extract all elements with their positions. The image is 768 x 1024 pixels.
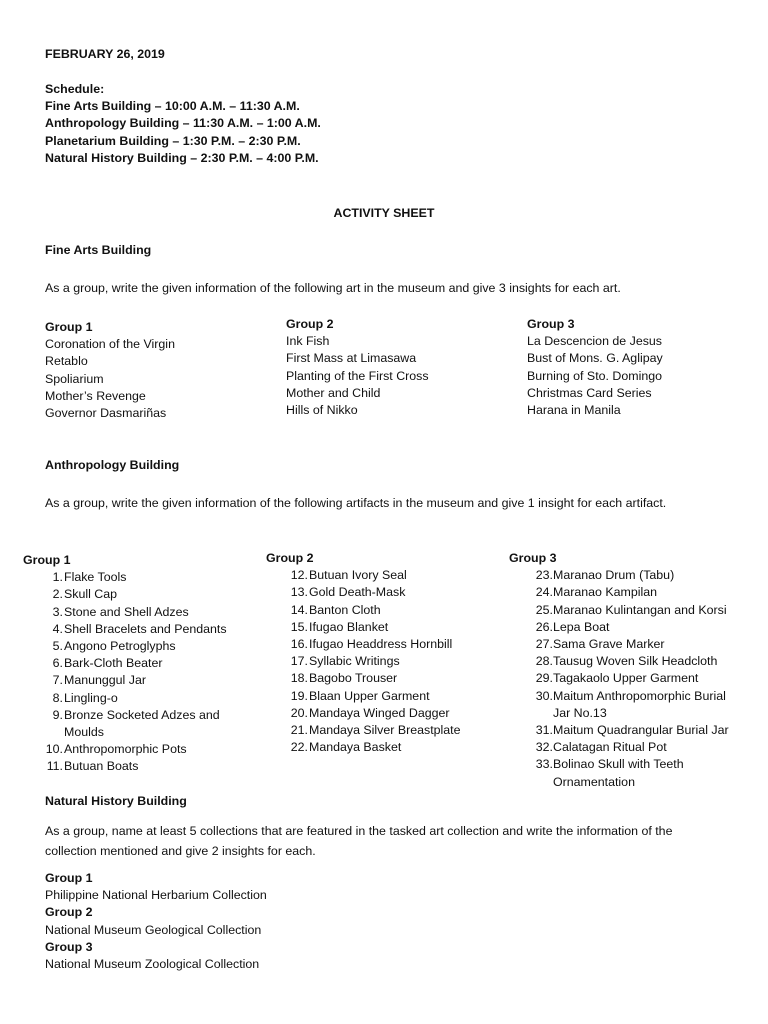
art-item: Planting of the First Cross — [286, 368, 429, 383]
fine-arts-instruction: As a group, write the given information of the following art in the museum and give 3 insights for each art. — [45, 281, 621, 295]
collection-name: Philippine National Herbarium Collection — [45, 888, 267, 903]
list-item: 13. Gold Death-Mask — [290, 585, 406, 600]
natural-history-heading: Natural History Building — [45, 794, 187, 808]
anthropology-group-1 — [23, 552, 248, 776]
fine-arts-heading: Fine Arts Building — [45, 243, 152, 257]
schedule-item: Natural History Building – 2:30 P.M. – 4:00 P.M. — [45, 150, 319, 165]
list-item: 27. Sama Grave Marker — [535, 637, 665, 652]
list-item: 23. Maranao Drum (Tabu) — [535, 568, 675, 583]
list-item: 1. Flake Tools — [52, 570, 127, 585]
list-item: 6. Bark-Cloth Beater — [52, 656, 163, 671]
anthropology-instruction: As a group, write the given information of the following artifacts in the museum and give 1 insight for each artifact. — [45, 496, 667, 510]
list-item: 31. Maitum Quadrangular Burial Jar — [535, 723, 729, 738]
art-item: Coronation of the Virgin — [45, 337, 175, 352]
list-item: 32. Calatagan Ritual Pot — [535, 740, 667, 755]
list-item: 9. Bronze Socketed Adzes and Moulds — [52, 707, 220, 740]
list-item: 12. Butuan Ivory Seal — [290, 568, 407, 583]
list-item: 10. Anthropomorphic Pots — [45, 742, 187, 757]
schedule-item: Fine Arts Building – 10:00 A.M. – 11:30 A.M. — [45, 99, 300, 114]
list-item: 4. Shell Bracelets and Pendants — [52, 621, 227, 636]
list-item: 25. Maranao Kulintangan and Korsi — [535, 602, 727, 617]
group-label: Group 2 — [286, 317, 334, 331]
list-item: 7. Manunggul Jar — [52, 673, 146, 688]
document-date: FEBRUARY 26, 2019 — [45, 47, 165, 61]
art-item: Governor Dasmariñas — [45, 406, 167, 421]
anthropology-group-3 — [509, 550, 759, 791]
fine-arts-group-3 — [527, 316, 663, 419]
list-item: 18. Bagobo Trouser — [290, 671, 398, 686]
art-item: Ink Fish — [286, 334, 330, 349]
art-item: Mother’s Revenge — [45, 388, 146, 403]
group-label: Group 1 — [45, 871, 93, 885]
list-item: 29. Tagakaolo Upper Garment — [535, 671, 699, 686]
list-item: 28. Tausug Woven Silk Headcloth — [535, 654, 718, 669]
natural-history-groups — [45, 870, 267, 973]
list-item: 26. Lepa Boat — [535, 619, 610, 634]
list-item: 11. Butuan Boats — [46, 759, 139, 774]
list-item: 19. Blaan Upper Garment — [290, 688, 430, 703]
list-item: 16. Ifugao Headdress Hornbill — [290, 637, 453, 652]
list-item: 20. Mandaya Winged Dagger — [290, 705, 450, 720]
schedule-item: Anthropology Building – 11:30 A.M. – 1:00 A.M. — [45, 116, 321, 131]
list-item: 30. Maitum Anthropomorphic Burial Jar No.13 — [535, 688, 726, 720]
schedule-item: Planetarium Building – 1:30 P.M. – 2:30 P.M. — [45, 133, 301, 148]
artifact-list — [285, 567, 501, 756]
group-label: Group 1 — [45, 320, 93, 334]
art-item: Retablo — [45, 354, 88, 369]
list-item: 24. Maranao Kampilan — [535, 585, 658, 600]
art-item: Burning of Sto. Domingo — [527, 368, 662, 383]
artifact-list — [529, 567, 759, 791]
art-item: Spoliarium — [45, 371, 104, 386]
group-label: Group 3 — [45, 939, 93, 954]
schedule — [45, 81, 321, 167]
collection-name: National Museum Geological Collection — [45, 922, 262, 937]
anthropology-group-2 — [266, 550, 501, 756]
group-label: Group 3 — [509, 551, 557, 565]
list-item: 2. Skull Cap — [52, 587, 118, 602]
group-label: Group 2 — [266, 551, 314, 565]
artifact-list — [41, 569, 248, 775]
natural-history-instruction: As a group, name at least 5 collections that are featured in the tasked art collection and write the information of the collection mentioned and give 2 insights for each. — [45, 824, 673, 858]
activity-sheet-title: ACTIVITY SHEET — [333, 206, 435, 220]
fine-arts-group-2 — [286, 316, 429, 419]
fine-arts-group-1 — [45, 319, 175, 422]
list-item: 8. Lingling-o — [52, 690, 118, 705]
list-item: 14. Banton Cloth — [290, 602, 381, 617]
list-item: 3. Stone and Shell Adzes — [52, 604, 189, 619]
art-item: Hills of Nikko — [286, 403, 358, 418]
group-label: Group 2 — [45, 905, 93, 920]
collection-name: National Museum Zoological Collection — [45, 957, 260, 972]
list-item: 15. Ifugao Blanket — [290, 619, 389, 634]
anthropology-heading: Anthropology Building — [45, 458, 180, 472]
art-item: Mother and Child — [286, 385, 381, 400]
list-item: 22. Mandaya Basket — [290, 740, 402, 755]
art-item: Harana in Manila — [527, 403, 621, 418]
list-item: 17. Syllabic Writings — [290, 654, 400, 669]
group-label: Group 3 — [527, 317, 575, 331]
schedule-heading: Schedule: — [45, 82, 105, 96]
list-item: 5. Angono Petroglyphs — [52, 639, 176, 654]
art-item: Christmas Card Series — [527, 385, 652, 400]
group-label: Group 1 — [23, 553, 71, 567]
list-item: 33. Bolinao Skull with Teeth Ornamentation — [535, 757, 684, 789]
art-item: La Descencion de Jesus — [527, 334, 663, 349]
art-item: Bust of Mons. G. Aglipay — [527, 351, 663, 366]
art-item: First Mass at Limasawa — [286, 351, 417, 366]
list-item: 21. Mandaya Silver Breastplate — [290, 723, 461, 738]
